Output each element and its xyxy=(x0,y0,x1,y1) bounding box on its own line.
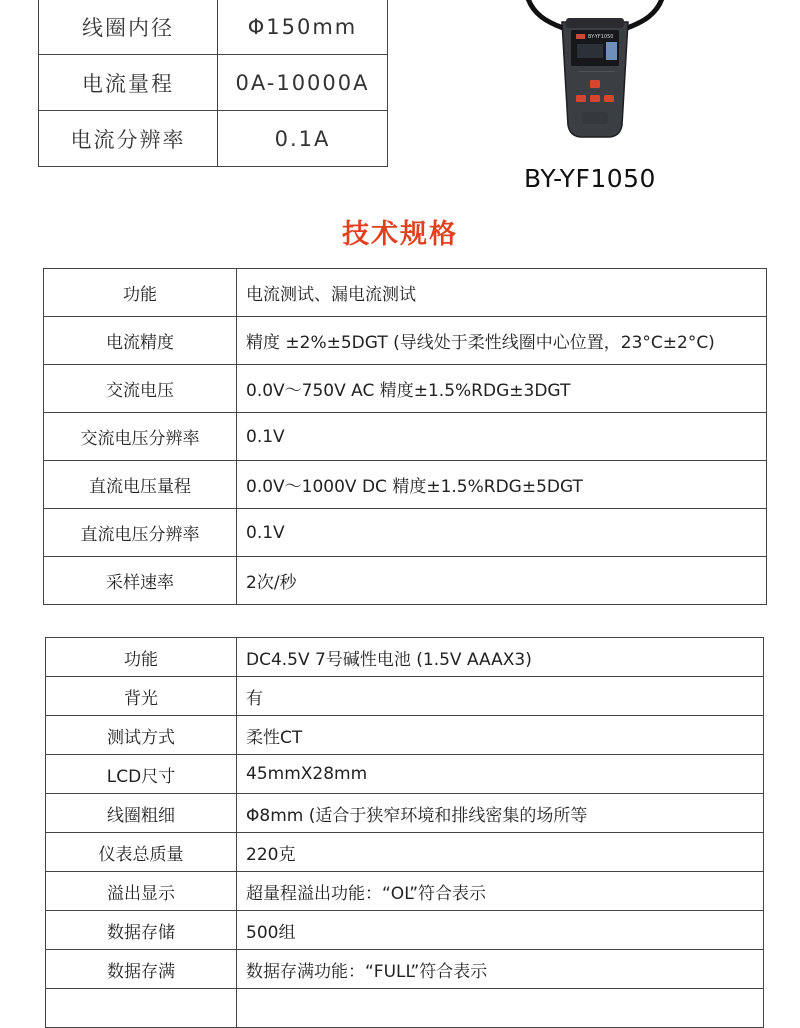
table-row xyxy=(44,365,767,413)
spec-value: 0.1A xyxy=(218,111,388,167)
spec-label: 数据存满 xyxy=(46,950,237,989)
svg-text:————————————: ———————————— xyxy=(579,69,615,73)
spec-label: 直流电压量程 xyxy=(44,461,237,509)
spec-label: 交流电压 xyxy=(44,365,237,413)
product-brand-text: BY-YF1050 xyxy=(588,34,614,40)
spec-value: 220克 xyxy=(237,833,764,872)
table-row xyxy=(44,461,767,509)
spec-label: 仪表总质量 xyxy=(46,833,237,872)
spec-label: 电流精度 xyxy=(44,317,237,365)
table-row xyxy=(44,269,767,317)
spec-value: 0.0V～750V AC 精度±1.5%RDG±3DGT xyxy=(237,365,767,413)
spec-label: 测试方式 xyxy=(46,716,237,755)
spec-label: 线圈粗细 xyxy=(46,794,237,833)
spec-label: 数据存储 xyxy=(46,911,237,950)
product-model: BY-YF1050 xyxy=(524,164,656,193)
table-row xyxy=(46,794,764,833)
spec-label: 交流电压分辨率 xyxy=(44,413,237,461)
spec-value: 0.1V xyxy=(237,509,767,557)
table-row xyxy=(39,55,388,111)
spec-table-2 xyxy=(45,637,764,1028)
table-row xyxy=(44,317,767,365)
spec-value: 电流测试、漏电流测试 xyxy=(237,269,767,317)
table-row xyxy=(46,989,764,1028)
table-row xyxy=(46,950,764,989)
table-row xyxy=(46,755,764,794)
spec-value: 柔性CT xyxy=(237,716,764,755)
spec-value: 45mmX28mm xyxy=(237,755,764,794)
spec-value: Φ8mm (适合于狭窄环境和排线密集的场所等 xyxy=(237,794,764,833)
spec-value: 数据存满功能：“FULL”符合表示 xyxy=(237,950,764,989)
table-row xyxy=(39,111,388,167)
spec-label: 背光 xyxy=(46,677,237,716)
spec-value: 0A-10000A xyxy=(218,55,388,111)
spec-value: 2次/秒 xyxy=(237,557,767,605)
spec-label: 溢出显示 xyxy=(46,872,237,911)
spec-value: DC4.5V 7号碱性电池 (1.5V AAAX3) xyxy=(237,638,764,677)
spec-value: 0.1V xyxy=(237,413,767,461)
spec-label: 电流分辨率 xyxy=(39,111,218,167)
spec-label xyxy=(46,989,237,1028)
table-row xyxy=(44,557,767,605)
spec-label: 电流量程 xyxy=(39,55,218,111)
table-row xyxy=(46,677,764,716)
table-row xyxy=(46,872,764,911)
spec-value: 超量程溢出功能：“OL”符合表示 xyxy=(237,872,764,911)
table-row xyxy=(39,0,388,55)
spec-value: 0.0V～1000V DC 精度±1.5%RDG±5DGT xyxy=(237,461,767,509)
spec-label: 功能 xyxy=(44,269,237,317)
spec-table-1 xyxy=(43,268,767,605)
table-row xyxy=(46,833,764,872)
spec-value: 精度 ±2%±5DGT (导线处于柔性线圈中心位置，23°C±2°C) xyxy=(237,317,767,365)
table-row xyxy=(44,509,767,557)
spec-value xyxy=(237,989,764,1028)
spec-value: Φ150mm xyxy=(218,0,388,55)
spec-label: 功能 xyxy=(46,638,237,677)
spec-label: 直流电压分辨率 xyxy=(44,509,237,557)
table-row xyxy=(46,638,764,677)
section-title: 技术规格 xyxy=(342,219,458,250)
spec-label: 线圈内径 xyxy=(39,0,218,55)
top-spec-table xyxy=(38,0,388,167)
spec-label: 采样速率 xyxy=(44,557,237,605)
spec-value: 500组 xyxy=(237,911,764,950)
table-row xyxy=(44,413,767,461)
spec-value: 有 xyxy=(237,677,764,716)
spec-label: LCD尺寸 xyxy=(46,755,237,794)
product-image xyxy=(520,0,670,150)
table-row xyxy=(46,911,764,950)
table-row xyxy=(46,716,764,755)
